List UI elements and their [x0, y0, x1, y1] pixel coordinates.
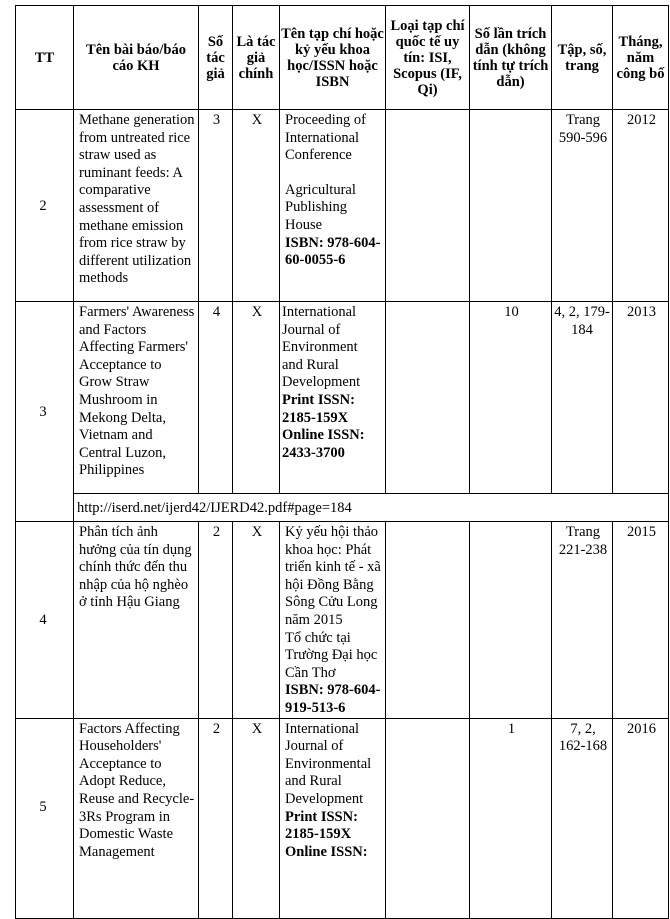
row-num-authors: 3 — [199, 110, 233, 302]
row-tt: 4 — [16, 522, 74, 719]
row-volume: 4, 2, 179-184 — [552, 302, 613, 494]
header-date: Tháng, năm công bố — [613, 6, 669, 110]
row-main-author: X — [233, 302, 280, 494]
row-citations: 10 — [470, 302, 552, 494]
journal-gap — [285, 165, 382, 182]
row-index-type — [386, 110, 470, 302]
row-date: 2016 — [613, 718, 669, 918]
row-journal — [280, 110, 386, 302]
row-journal — [280, 522, 386, 719]
journal-line: Tổ chức tại Trường Đại học Cần Thơ — [285, 629, 378, 681]
header-title: Tên bài báo/báo cáo KH — [74, 6, 199, 110]
row-volume: Trang 221-238 — [552, 522, 613, 719]
journal-isbn: ISBN: 978-604-919-513-6 — [285, 682, 381, 716]
row-title: Phân tích ảnh hưởng của tín dụng chính thức đến thu nhập của hộ nghèo ở tỉnh Hậu Giang — [74, 522, 199, 719]
journal-line: Kỷ yếu hội thảo khoa học: Phát triển kinh tế - xã hội Đồng Bằng Sông Cửu Long năm 2015 — [285, 524, 381, 628]
row-main-author: X — [233, 522, 280, 719]
row-title: Factors Affecting Householders' Acceptance to Adopt Reduce, Reuse and Recycle-3Rs Program in Domestic Waste Management — [74, 718, 199, 918]
header-index-type: Loại tạp chí quốc tế uy tín: ISI, Scopus (IF, Qi) — [386, 6, 470, 110]
row-index-type — [386, 302, 470, 494]
row-citations — [470, 110, 552, 302]
table-row — [16, 302, 669, 494]
row-num-authors: 4 — [199, 302, 233, 494]
row-date: 2013 — [613, 302, 669, 494]
journal-issn: Print ISSN: 2185-159X Online ISSN: — [285, 808, 368, 860]
source-link[interactable]: http://iserd.net/ijerd42/IJERD42.pdf#page=184 — [74, 494, 669, 522]
table-row — [16, 522, 669, 719]
row-title: Farmers' Awareness and Factors Affecting Farmers' Acceptance to Grow Straw Mushroom in Mekong Delta, Vietnam and Central Luzon, Philippines — [74, 302, 199, 494]
row-journal — [280, 718, 386, 918]
row-index-type — [386, 522, 470, 719]
journal-line: International Journal of Environment and Rural Development — [282, 304, 361, 391]
url-row — [16, 494, 669, 522]
row-num-authors: 2 — [199, 522, 233, 719]
journal-isbn: ISBN: 978-604-60-0055-6 — [285, 234, 381, 269]
row-num-authors: 2 — [199, 718, 233, 918]
header-volume: Tập, số, trang — [552, 6, 613, 110]
header-journal: Tên tạp chí hoặc kỷ yếu khoa học/ISSN hoặc ISBN — [280, 6, 386, 110]
row-main-author: X — [233, 110, 280, 302]
header-main-author: Là tác giả chính — [233, 6, 280, 110]
row-title: Methane generation from untreated rice straw used as ruminant feeds: A comparative assessment of methane emission from rice straw by different utilization methods — [74, 110, 199, 302]
header-citations: Số lần trích dẫn (không tính tự trích dẫn) — [470, 6, 552, 110]
row-index-type — [386, 718, 470, 918]
journal-line: International Journal of Environmental and Rural Development — [285, 720, 372, 807]
journal-line: Proceeding of International Conference — [285, 112, 366, 164]
row-tt: 2 — [16, 110, 74, 302]
table-row — [16, 110, 669, 302]
publications-table — [15, 5, 669, 919]
row-tt: 3 — [16, 302, 74, 522]
row-tt: 5 — [16, 718, 74, 918]
row-citations: 1 — [470, 718, 552, 918]
row-volume: Trang 590-596 — [552, 110, 613, 302]
row-volume: 7, 2, 162-168 — [552, 718, 613, 918]
header-tt: TT — [16, 6, 74, 110]
row-date: 2012 — [613, 110, 669, 302]
journal-issn: Print ISSN: 2185-159X Online ISSN: 2433-3700 — [282, 391, 365, 461]
header-row — [16, 6, 669, 110]
row-citations — [470, 522, 552, 719]
row-journal — [280, 302, 386, 494]
header-num-authors: Số tác giả — [199, 6, 233, 110]
row-date: 2015 — [613, 522, 669, 719]
journal-line: Agricultural Publishing House — [285, 181, 356, 233]
table-row — [16, 718, 669, 918]
row-main-author: X — [233, 718, 280, 918]
